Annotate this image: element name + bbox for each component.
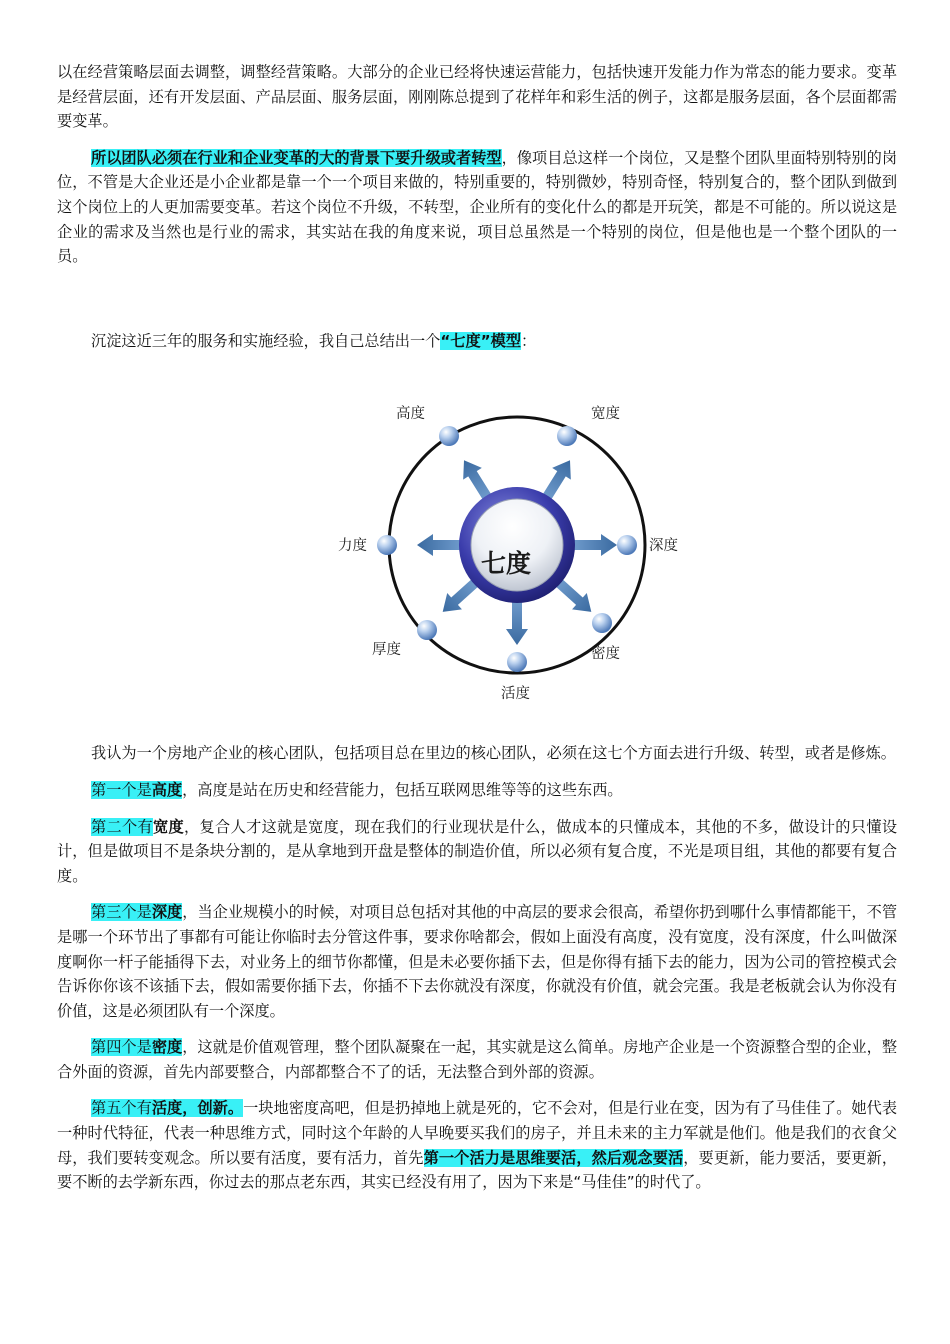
paragraph-text: ，要更新，能力要活，要更新，要不断的去学新东西，你过去的那点老东西，其实已经没有用了，因为下来是“马佳佳”的时代了。 [57,1148,898,1192]
highlight-keyword: 密度 [151,1038,183,1057]
keyword-text: 宽度 [153,817,185,836]
paragraph-text: ，复合人才这就是宽度，现在我们的行业现状是什么，做成本的只懂成本，其他的不多，做设计的只懂设计，但是做项目不是条块分割的，是从拿地到开盘是整体的制造价值，所以必须有复合度，不光是项目组，其他的都要有复合度。 [57,817,898,885]
paragraph-3 [57,329,897,354]
highlight-text: 第四个是 [91,1038,152,1057]
label-kuandu: 宽度 [591,406,620,423]
node-gaodu [439,426,459,446]
label-huodu: 活度 [501,686,530,703]
paragraph-6 [57,815,897,889]
highlight-text: 第三个是 [91,903,152,922]
paragraph-text: ，这就是价值观管理，整个团队凝聚在一起，其实就是这么简单。房地产企业是一个资源整合型的企业，整合外面的资源，首先内部要整合，内部都整合不了的话，无法整合到外部的资源。 [57,1038,898,1081]
node-houdu [417,620,437,640]
paragraph-text: ，高度是站在历史和经营能力，包括互联网思维等等的这些东西。 [182,780,623,799]
label-houdu: 厚度 [372,642,401,659]
paragraph-text: 一块地密度高吧，但是扔掉地上就是死的，它不会对，但是行业在变，因为有了马佳佳了。她代表一种时代特征，代表一种思维方式，同时这个年龄的人早晚要买我们的房子，并且未来的主力军就是他们。他是我们的衣食父母，我们要转变观念。所以要有活度，要有活力，首先 [57,1099,898,1167]
paragraph-4: 我认为一个房地产企业的核心团队，包括项目总在里边的核心团队，必须在这七个方面去进行升级、转型，或者是修炼。 [91,744,896,763]
node-huodu [507,652,527,672]
highlight-text: 所以团队必须在行业和企业变革的大的背景下要升级或者转型 [91,148,502,167]
label-midu: 密度 [591,646,620,663]
document-page [57,60,897,1195]
highlight-text: 第五个有 [91,1099,152,1118]
arrow-huodu [506,601,528,645]
highlight-text: 第一个是 [91,780,152,799]
arrow-shendu [573,534,617,556]
paragraph-text: 沉淀这近三年的服务和实施经验，我自己总结出一个 [91,331,441,350]
highlight-keyword: 深度 [151,903,183,922]
seven-degree-diagram [57,389,897,721]
node-shendu [617,535,637,555]
paragraph-1: 以在经营策略层面去调整，调整经营策略。大部分的企业已经将快速运营能力，包括快速开发能力作为常态的能力要求。变革是经营层面，还有开发层面、产品层面、服务层面，刚刚陈总提到了花样年和彩生活的例子，这都是服务层面，各个层面都需要变革。 [57,63,897,131]
paragraph-text: ： [521,331,537,350]
paragraph-2 [57,146,897,269]
highlight-text: “七度”模型 [440,331,522,350]
label-lidu: 力度 [338,538,367,555]
paragraph-text: ，像项目总这样一个岗位，又是整个团队里面特别特别的岗位，不管是大企业还是小企业都是靠一个一个项目来做的，特别重要的，特别微妙，特别奇怪，特别复合的，整个团队到做到这个岗位上的人更加需要变革。若这个岗位不升级，不转型，企业所有的变化什么的都是开玩笑，都是不可能的。所以说这是企业的需求及当然也是行业的需求，其实站在我的角度来说，项目总虽然是一个特别的岗位，但是他也是一个整个团队的一员。 [57,148,898,266]
highlight-keyword: 高度 [151,780,183,799]
paragraph-9 [57,1096,897,1194]
paragraph-5 [57,778,897,803]
node-midu [592,613,612,633]
highlight-sentence: 第一个活力是思维要活，然后观念要活 [423,1148,684,1167]
label-gaodu: 高度 [396,406,425,423]
paragraph-7 [57,900,897,1023]
highlight-keyword: 活度，创新。 [151,1099,244,1118]
core-label: 七度 [480,549,531,579]
paragraph-text: ，当企业规模小的时候，对项目总包括对其他的中高层的要求会很高，希望你扔到哪什么事情都能干，不管是哪一个环节出了事都有可能让你临时去分管这件事，要求你啥都会，假如上面没有高度，没有宽度，没有深度，什么叫做深度啊你一杆子能插得下去，对业务上的细节你都懂，但是未必要你插下去，但是你得有插下去的能力，因为公司的管控模式会告诉你你该不该插下去，假如需要你插下去，你插不下去你就没有深度，你就没有价值，就会完蛋。我是老板就会认为你没有价值，这是必须团队有一个深度。 [57,903,898,1020]
paragraph-8 [57,1035,897,1084]
node-lidu [377,535,397,555]
highlight-text: 第二个有 [91,817,154,836]
label-shendu: 深度 [649,538,678,555]
node-kuandu [557,426,577,446]
